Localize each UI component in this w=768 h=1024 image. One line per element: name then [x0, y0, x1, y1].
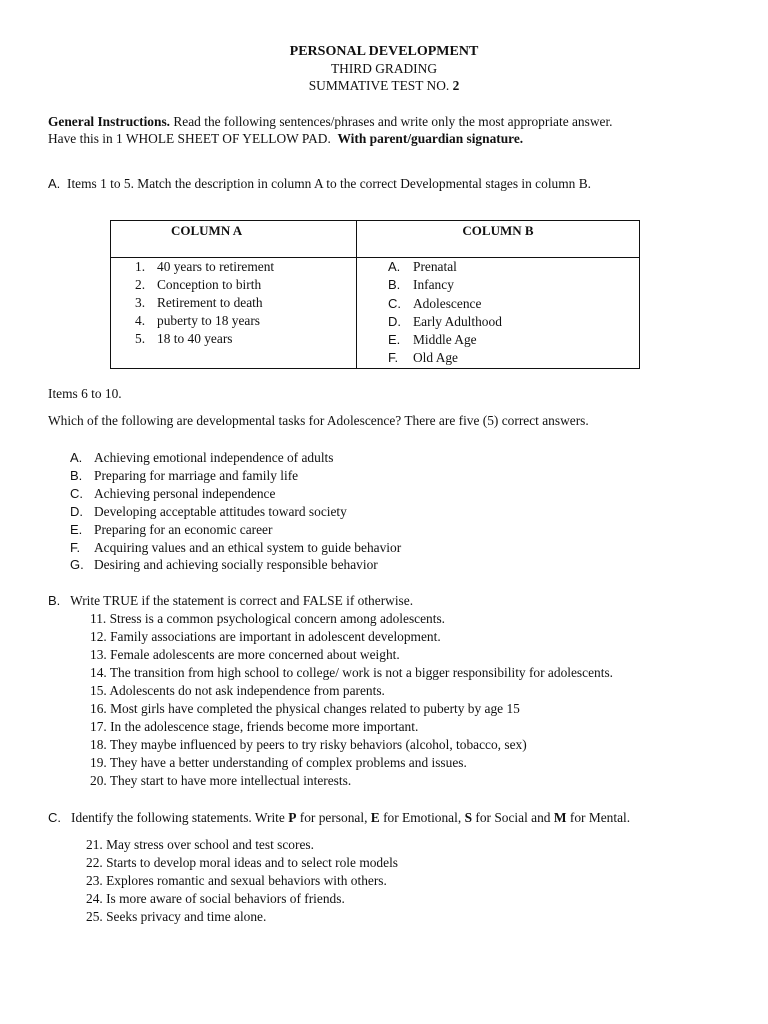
section-b-heading — [48, 592, 413, 610]
identify-item: 23. Explores romantic and sexual behaviors with others. — [86, 873, 387, 888]
section-a-text: Items 1 to 5. Match the description in column A to the correct Developmental stages in column B. — [67, 176, 591, 191]
instructions-line-1 — [48, 113, 613, 131]
true-false-item: 16. Most girls have completed the physical changes related to puberty by age 15 — [90, 701, 520, 716]
page-title: PERSONAL DEVELOPMENT — [289, 44, 479, 59]
identify-item: 24. Is more aware of social behaviors of friends. — [86, 891, 345, 906]
true-false-item: 20. They start to have more intellectual interests. — [90, 773, 352, 788]
true-false-item: 12. Family associations are important in adolescent development. — [90, 629, 441, 644]
section-b-letter: B. — [48, 593, 61, 608]
true-false-item: 17. In the adolescence stage, friends become more important. — [90, 719, 419, 734]
true-false-item: 14. The transition from high school to college/ work is not a bigger responsibility for adolescents. — [90, 665, 614, 680]
column-a-header: COLUMN A — [111, 221, 357, 258]
section-a-heading — [48, 175, 591, 193]
true-false-item: 11. Stress is a common psychological concern among adolescents. — [90, 611, 446, 626]
section-b-text: Write TRUE if the statement is correct and FALSE if otherwise. — [70, 593, 414, 608]
instructions-text-2: Have this in 1 WHOLE SHEET OF YELLOW PAD. — [48, 131, 331, 146]
instructions-label: General Instructions. — [48, 114, 170, 129]
items-6-10-heading: Items 6 to 10. — [48, 386, 122, 401]
instructions-emphasis: With parent/guardian signature. — [337, 131, 524, 146]
section-c-letter: C. — [48, 810, 61, 825]
column-a-cell: 1. 40 years to retirement 2. Conception to birth 3. Retirement to death 4. puberty to 18 years 5. 18 to 40 years — [111, 258, 357, 369]
instructions-line-2 — [48, 130, 523, 148]
true-false-item: 19. They have a better understanding of complex problems and issues. — [90, 755, 467, 770]
true-false-item: 13. Female adolescents are more concerned about weight. — [90, 647, 400, 662]
items-6-10-question: Which of the following are developmental tasks for Adolescence? There are five (5) correct answers. — [48, 413, 589, 428]
test-prefix: SUMMATIVE TEST NO. — [308, 78, 450, 93]
test-number-line — [0, 77, 768, 95]
true-false-item: 18. They maybe influenced by peers to try risky behaviors (alcohol, tobacco, sex) — [90, 737, 527, 752]
instructions-text-1: Read the following sentences/phrases and write only the most appropriate answer. — [173, 114, 613, 129]
identify-item: 22. Starts to develop moral ideas and to select role models — [86, 855, 398, 870]
test-number: 2 — [452, 78, 460, 93]
identify-item: 21. May stress over school and test scores. — [86, 837, 314, 852]
identify-item: 25. Seeks privacy and time alone. — [86, 909, 267, 924]
column-b-cell: A. Prenatal B. Infancy C. Adolescence D. Early Adulthood E. Middle Age F. Old Age — [357, 258, 640, 369]
column-b-header: COLUMN B — [357, 221, 640, 258]
grading-subtitle: THIRD GRADING — [330, 61, 437, 76]
section-c-heading: C. Identify the following statements. Write P for personal, E for Emotional, S for Social and M for Mental. — [48, 810, 631, 825]
section-a-letter: A. — [48, 176, 61, 191]
true-false-item: 15. Adolescents do not ask independence from parents. — [90, 683, 385, 698]
matching-table — [110, 220, 640, 369]
